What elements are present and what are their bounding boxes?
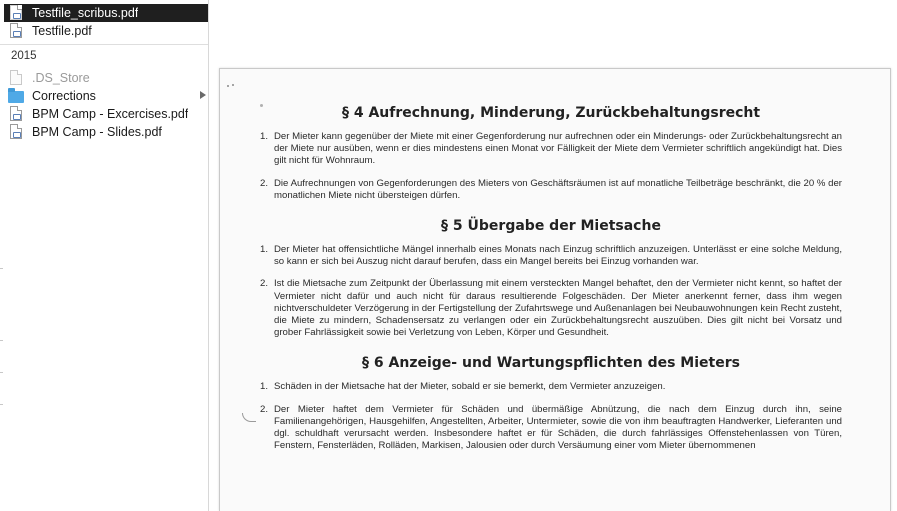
clause-number: 2. bbox=[260, 177, 269, 189]
file-row-testfile-scribus[interactable] bbox=[4, 4, 208, 22]
pdf-file-icon bbox=[8, 5, 24, 21]
file-row-ds-store[interactable] bbox=[4, 69, 208, 87]
clause-text: Der Mieter haftet dem Vermieter für Schäden und übermäßige Abnützung, die nach dem Einzug durch ihn, seine Familienangehörigen, Hausgehilfen, Angestellten, Arbeiter, Untermieter, sowie die von ihm beauftragten Handwerker, Lieferanten und dgl. schuldhaft verursacht werden. Insbesondere haftet er für Schäden, die durch fahrlässiges Offenstehenlassen von Türen, Fenstern, Fensterläden, Rolläden, Markisen, Jalousien oder durch Versäumung einer vom Mieter übernommenen bbox=[274, 403, 842, 452]
section-label: 2015 bbox=[11, 50, 37, 62]
section-divider bbox=[0, 44, 208, 45]
clause-text: Die Aufrechnungen von Gegenforderungen des Mieters von Geschäftsräumen ist auf monatliche Teilbeträge beschränkt, die 20 % der monatlichen Miete nicht übersteigen dürfen. bbox=[274, 177, 842, 201]
document-preview-page[interactable] bbox=[219, 68, 891, 511]
file-row-bpm-excercises[interactable] bbox=[4, 105, 208, 123]
clause-item bbox=[260, 244, 842, 268]
scan-mark bbox=[242, 413, 256, 422]
scan-speck bbox=[232, 84, 234, 86]
finder-column bbox=[0, 0, 209, 511]
section-title: § 6 Anzeige- und Wartungspflichten des Mieters bbox=[362, 355, 740, 372]
clause-text: Schäden in der Mietsache hat der Mieter, sobald er sie bemerkt, dem Vermieter anzuzeigen. bbox=[274, 381, 666, 393]
clause-number: 2. bbox=[260, 278, 269, 290]
plain-file-icon bbox=[8, 70, 24, 86]
clause-item bbox=[260, 131, 842, 168]
edge-tick bbox=[0, 340, 3, 341]
chevron-right-icon bbox=[200, 91, 206, 99]
clause-item bbox=[260, 178, 842, 202]
clause-number: 1. bbox=[260, 244, 269, 256]
clause-item bbox=[260, 278, 842, 339]
clause-item bbox=[260, 381, 842, 393]
edge-tick bbox=[0, 372, 3, 373]
edge-tick bbox=[0, 268, 3, 269]
pdf-file-icon bbox=[8, 23, 24, 39]
file-label: Testfile_scribus.pdf bbox=[32, 6, 139, 20]
scan-speck bbox=[227, 85, 229, 87]
file-label: Testfile.pdf bbox=[32, 24, 92, 38]
clause-number: 2. bbox=[260, 403, 269, 415]
folder-row-corrections[interactable] bbox=[4, 87, 208, 105]
clause-text: Der Mieter kann gegenüber der Miete mit einer Gegenforderung nur aufrechnen oder ein Minderungs- oder Zurückbehaltungsrecht an der Miete nur ausüben, wenn er dies mindestens einen Monat vor Fälligkeit der Miete dem Vermieter schriftlich angekündigt hat. Dies gilt nicht für Wohnraum. bbox=[274, 131, 842, 167]
pdf-file-icon bbox=[8, 124, 24, 140]
clause-text: Ist die Mietsache zum Zeitpunkt der Überlassung mit einem versteckten Mangel behaftet, den der Vermieter nicht kennt, so haftet der Vermieter nicht dafür und auch nicht für daraus resultierende Folgeschäden. Der Mieter anerkennt ferner, dass ihm wegen nichtverschuldeter Verzögerung in der Fertigstellung der Zufahrtswege und Außenanlagen bei Neubauwohnungen kein Recht zusteht, die Miete zu mindern, Schadensersatz zu verlangen oder ein Zurückbehaltungsrecht auszuüben. Dies gilt nicht bei Vorsatz und grober Fahrlässigkeit sowie bei Verletzung von Leben, Körper und Gesundheit. bbox=[274, 278, 842, 339]
clause-item bbox=[260, 404, 842, 453]
section-title: § 4 Aufrechnung, Minderung, Zurückbehaltungsrecht bbox=[341, 105, 761, 121]
section-title: § 5 Übergabe der Mietsache bbox=[441, 218, 661, 235]
document-body bbox=[260, 105, 842, 462]
file-row-bpm-slides[interactable] bbox=[4, 123, 208, 141]
folder-label: Corrections bbox=[32, 89, 96, 103]
clause-number: 1. bbox=[260, 131, 269, 142]
file-row-testfile[interactable] bbox=[4, 22, 208, 40]
file-label: .DS_Store bbox=[32, 71, 90, 85]
folder-icon bbox=[8, 88, 24, 104]
clause-text: Der Mieter hat offensichtliche Mängel innerhalb eines Monats nach Einzug schriftlich anzuzeigen. Unterlässt er eine solche Meldung, so kann er sich bei Auszug nicht darauf berufen, dass ein Mangel bereits bei Einzug vorhanden war. bbox=[274, 244, 842, 268]
edge-tick bbox=[0, 404, 3, 405]
pdf-file-icon bbox=[8, 106, 24, 122]
file-label: BPM Camp - Excercises.pdf bbox=[32, 107, 189, 121]
file-label: BPM Camp - Slides.pdf bbox=[32, 125, 162, 139]
clause-number: 1. bbox=[260, 381, 269, 393]
